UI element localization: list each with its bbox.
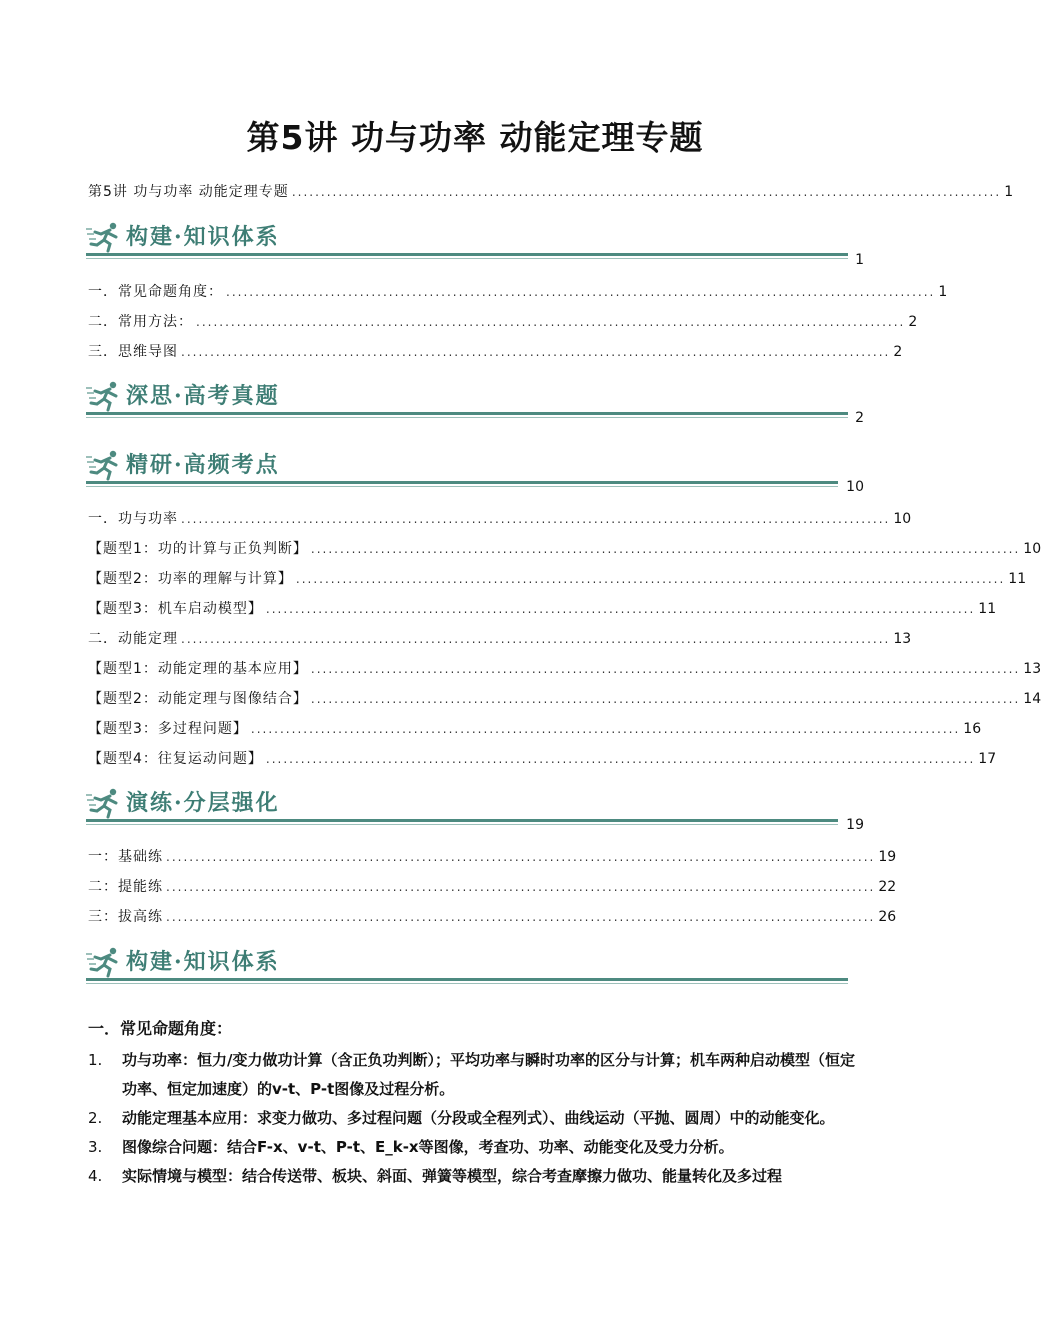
banner-text: 演练·分层强化 [126,790,280,816]
toc-entry[interactable] [88,598,997,620]
toc-page: 10 [1023,541,1041,557]
list-item [88,1162,868,1191]
toc-entry[interactable] [88,628,912,650]
toc-page: 13 [893,631,912,647]
running-person-icon [86,945,122,977]
page-title: 第5讲 功与功率 动能定理专题 [246,118,704,157]
toc-label: 二：提能练 [88,879,163,895]
toc-entry[interactable] [88,281,948,303]
toc-entry[interactable] [88,876,897,898]
toc-page: 17 [978,751,997,767]
toc-label: 二．常用方法： [88,314,193,330]
toc-label: 【题型4：往复运动问题】 [88,751,263,767]
toc-entry[interactable] [88,658,1041,680]
toc-label: 一．常见命题角度： [88,284,223,300]
list-text: 动能定理基本应用：求变力做功、多过程问题（分段或全程列式）、曲线运动（平抛、圆周）中的动能变化。 [122,1109,835,1127]
angle-list [88,1046,868,1191]
toc-page: 19 [878,849,897,865]
toc-leader: .......................................................................................................................... [291,185,1002,199]
body-section-banner [86,943,848,989]
toc-entry[interactable] [88,311,918,333]
toc-entry[interactable] [88,748,997,770]
toc-page: 2 [893,344,903,360]
toc-leader: .......................................................................................................................... [166,880,876,894]
toc-entry[interactable] [88,568,1027,590]
toc-page: 19 [846,817,864,833]
toc-leader: .......................................................................................................................... [265,602,976,616]
banner-text: 精研·高频考点 [126,452,280,478]
toc-leader: .......................................................................................................................... [310,542,1021,556]
toc-page: 1 [938,284,948,300]
running-person-icon [86,379,122,411]
banner-text: 深思·高考真题 [126,383,280,409]
banner-rule [86,978,848,981]
toc-entry[interactable] [88,538,1041,560]
toc-entry[interactable] [88,341,903,363]
toc-leader: .......................................................................................................................... [265,752,976,766]
toc-label: 第5讲 功与功率 动能定理专题 [88,184,289,200]
toc-label: 一：基础练 [88,849,163,865]
running-person-icon [86,448,122,480]
toc-leader: .......................................................................................................................... [166,910,876,924]
list-text: 功与功率：恒力/变力做功计算（含正负功判断）；平均功率与瞬时功率的区分与计算；机车两种启动模型（恒定功率、恒定加速度）的v-t、P-t图像及过程分析。 [122,1051,855,1098]
toc-entry[interactable] [88,846,897,868]
toc-leader: .......................................................................................................................... [181,512,891,526]
section-banner-3 [86,446,838,492]
banner-text: 构建·知识体系 [126,224,280,250]
list-number: 4. [88,1167,103,1185]
toc-page: 22 [878,879,897,895]
section-banner-1 [86,218,848,264]
toc-label: 三．思维导图 [88,344,178,360]
toc-leader: .......................................................................................................................... [295,572,1006,586]
toc-entry[interactable] [88,688,1041,710]
toc-leader: .......................................................................................................................... [166,850,876,864]
toc-page: 2 [855,410,864,426]
toc-label: 三：拔高练 [88,909,163,925]
section-heading: 一．常见命题角度： [88,1019,233,1038]
toc-label: 【题型1：功的计算与正负判断】 [88,541,308,557]
section-banner-2 [86,377,848,423]
toc-label: 【题型3：多过程问题】 [88,721,248,737]
toc-page: 16 [963,721,982,737]
toc-label: 【题型1：动能定理的基本应用】 [88,661,308,677]
toc-page: 11 [978,601,997,617]
list-text: 图像综合问题：结合F-x、v-t、P-t、E_k-x等图像，考查功、功率、动能变化及受力分析。 [122,1138,734,1156]
toc-entry[interactable] [88,718,982,740]
list-text: 实际情境与模型：结合传送带、板块、斜面、弹簧等模型，综合考查摩擦力做功、能量转化及多过程 [122,1167,783,1185]
toc-leader: .......................................................................................................................... [226,285,936,299]
list-item [88,1104,868,1133]
toc-label: 【题型2：功率的理解与计算】 [88,571,293,587]
toc-label: 【题型3：机车启动模型】 [88,601,263,617]
toc-page: 10 [846,479,864,495]
toc-leader: .......................................................................................................................... [196,315,906,329]
toc-entry[interactable] [88,906,897,928]
toc-label: 一．功与功率 [88,511,178,527]
list-number: 2. [88,1109,103,1127]
toc-leader: .......................................................................................................................... [181,345,891,359]
toc-leader: .......................................................................................................................... [310,692,1021,706]
toc-label: 【题型2：动能定理与图像结合】 [88,691,308,707]
running-person-icon [86,786,122,818]
toc-page: 1 [1004,184,1014,200]
list-number: 3. [88,1138,103,1156]
banner-rule [86,819,838,822]
toc-page: 1 [855,252,864,268]
toc-leader: .......................................................................................................................... [181,632,891,646]
section-banner-4 [86,784,838,830]
toc-leader: .......................................................................................................................... [250,722,961,736]
toc-page: 13 [1023,661,1041,677]
toc-page: 11 [1008,571,1027,587]
list-item [88,1133,868,1162]
banner-rule [86,412,848,415]
banner-rule [86,481,838,484]
toc-page: 10 [893,511,912,527]
running-person-icon [86,220,122,252]
banner-rule [86,253,848,256]
list-item [88,1046,868,1104]
toc-leader: .......................................................................................................................... [310,662,1021,676]
toc-label: 二．动能定理 [88,631,178,647]
banner-text: 构建·知识体系 [126,949,280,975]
toc-entry[interactable] [88,508,912,530]
toc-page: 26 [878,909,897,925]
list-number: 1. [88,1051,103,1069]
toc-page: 2 [908,314,918,330]
toc-page: 14 [1023,691,1041,707]
toc-entry-main[interactable] [88,181,1014,203]
